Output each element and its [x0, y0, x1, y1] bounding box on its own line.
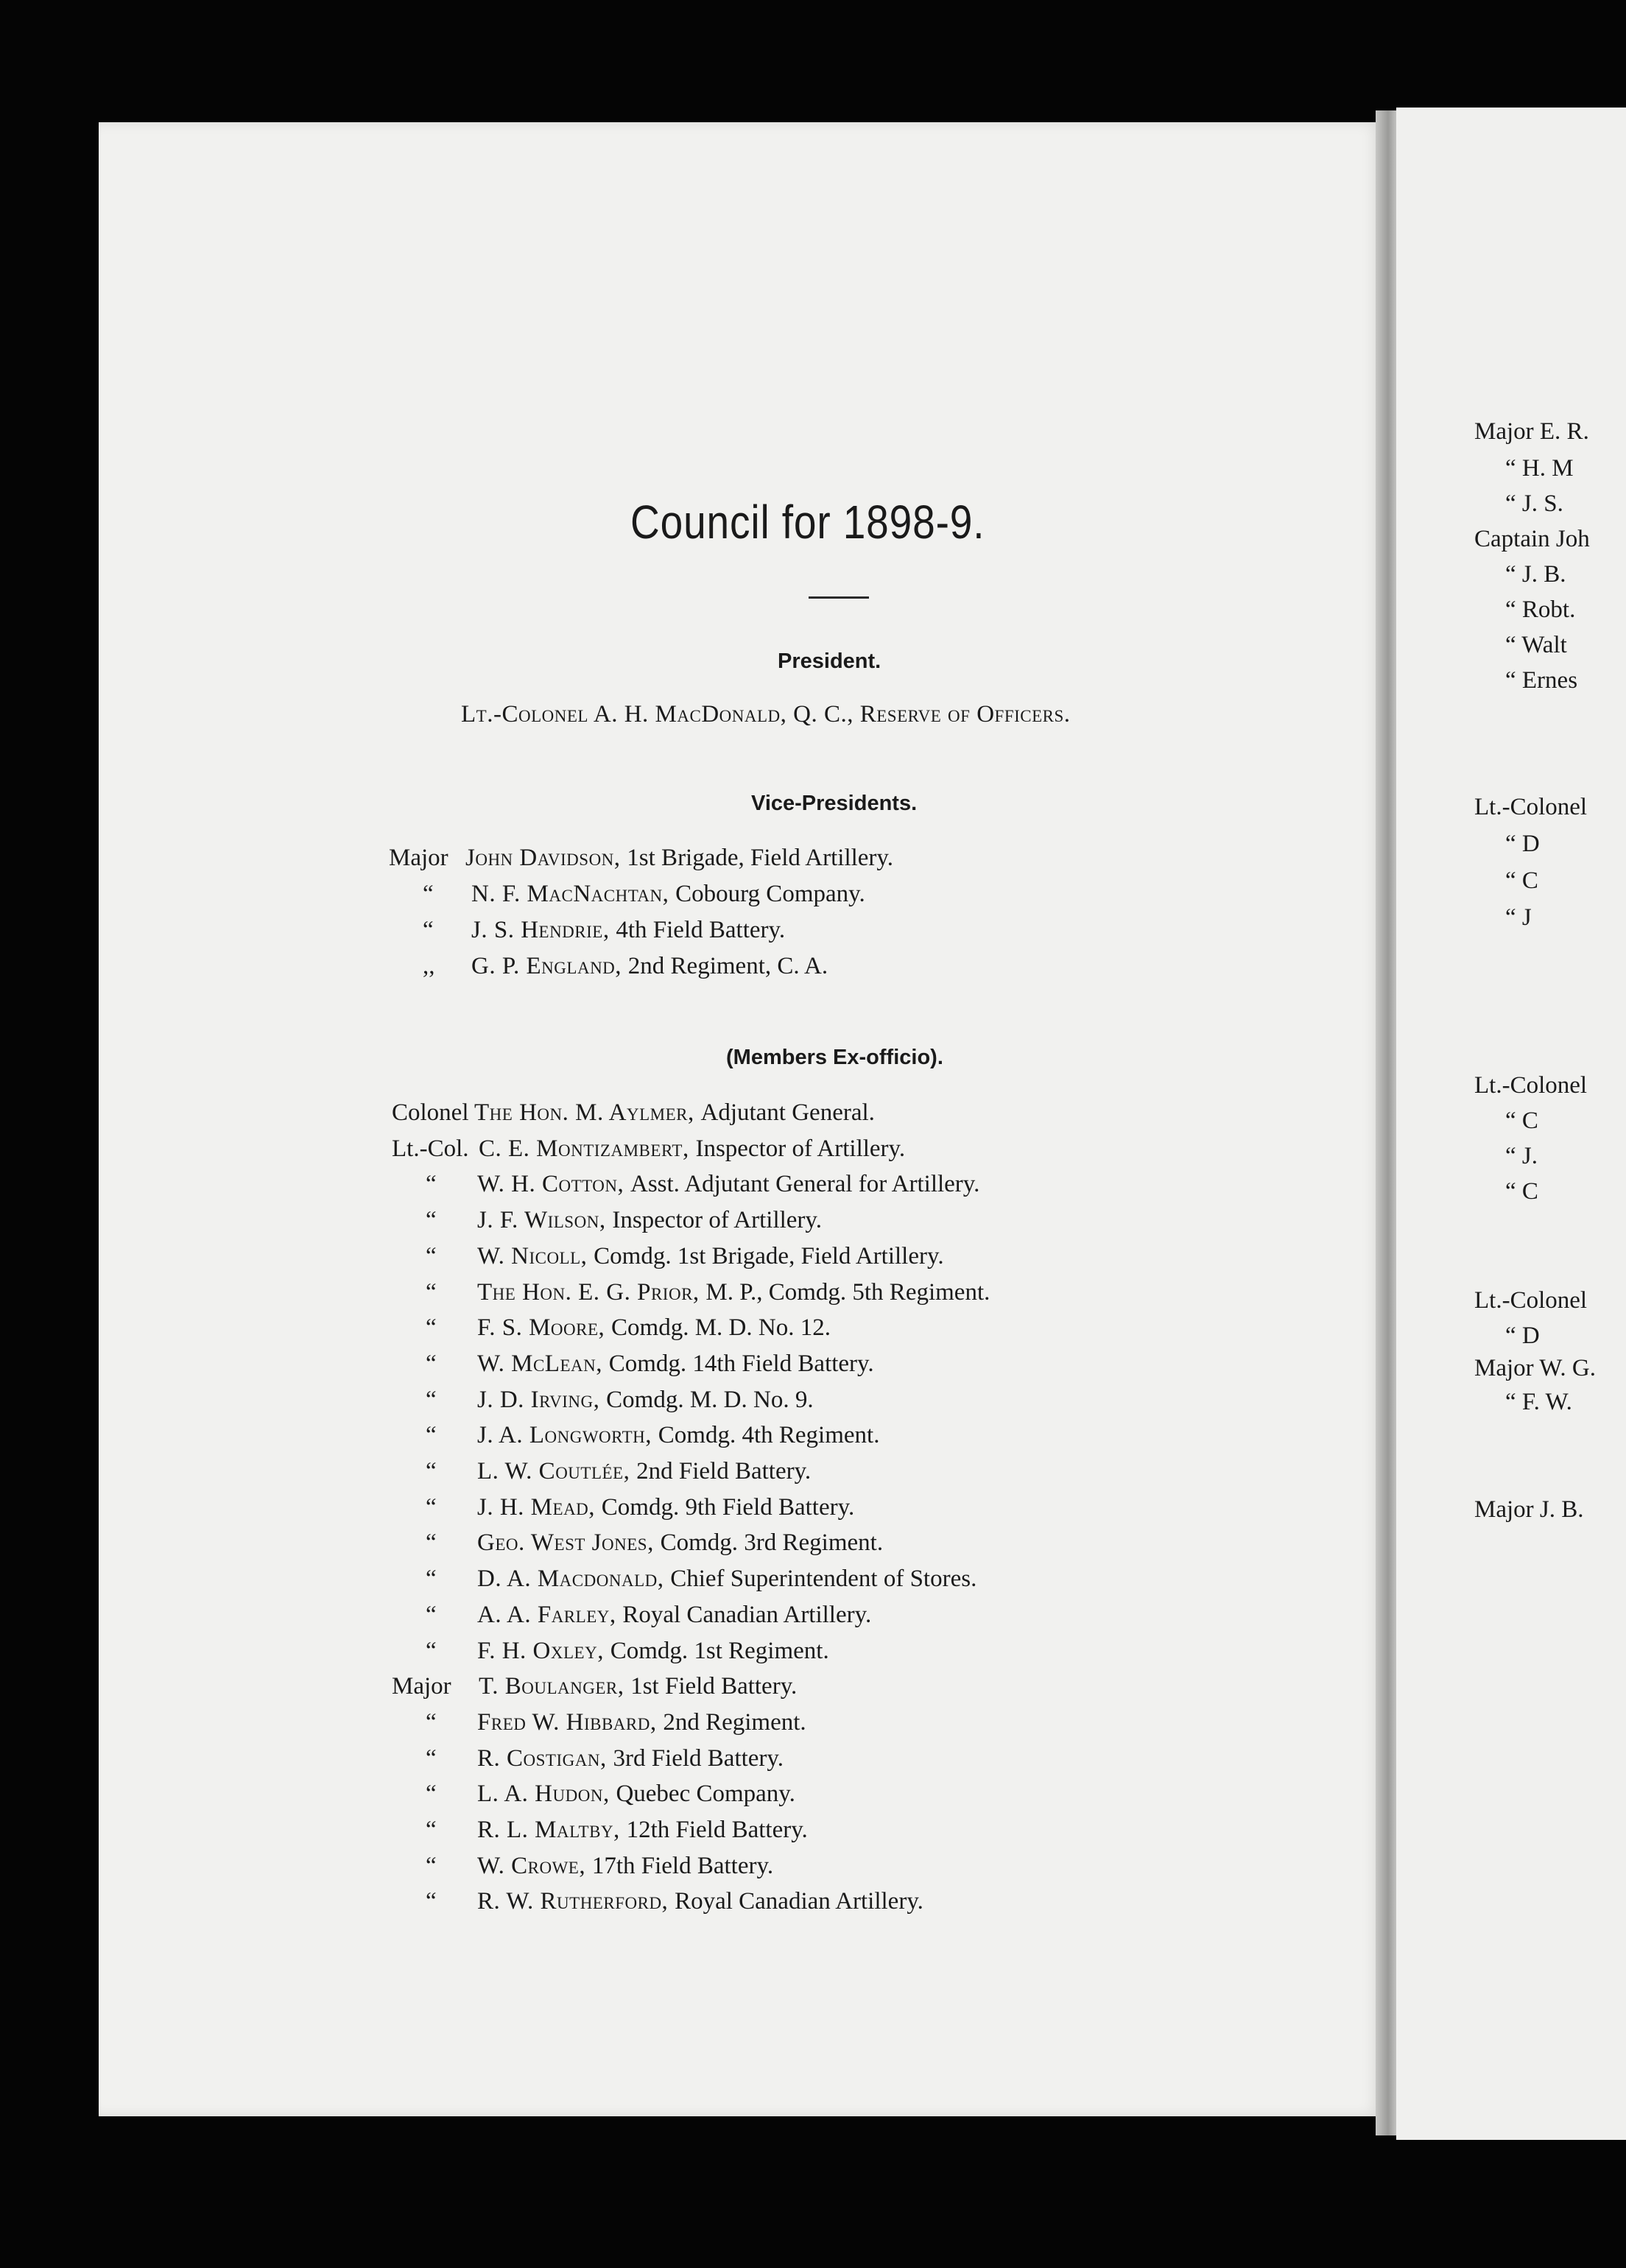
entry-name: N. F. MacNachtan, — [471, 881, 676, 907]
entry-text — [477, 1745, 784, 1772]
right-page-line: Major W. G. — [1474, 1355, 1596, 1381]
entry-detail: 4th Field Battery. — [616, 917, 786, 943]
right-page-line: “ D — [1505, 1323, 1540, 1349]
entry-name: W. Crowe, — [477, 1852, 592, 1879]
entry-text — [477, 1458, 811, 1485]
entry-rank: “ — [426, 1422, 437, 1449]
right-page-line: Lt.-Colonel — [1474, 794, 1588, 820]
entry-name: Geo. West Jones, — [477, 1529, 661, 1557]
entry-rank: “ — [423, 917, 434, 943]
right-page-line: “ Robt. — [1505, 596, 1576, 623]
entry-detail: Adjutant General. — [700, 1099, 875, 1126]
entry-name: R. W. Rutherford, — [477, 1888, 675, 1915]
entry-detail: M. P., Comdg. 5th Regiment. — [705, 1278, 990, 1306]
president-line: Lt.-Colonel A. H. MacDonald, Q. C., Reserve of Officers. — [461, 701, 1071, 728]
entry-text — [479, 1135, 905, 1163]
entry-rank: “ — [426, 1781, 437, 1808]
entry-detail: Inspector of Artillery. — [612, 1207, 823, 1234]
entry-rank: “ — [426, 1493, 437, 1521]
entry-text — [477, 1638, 829, 1665]
entry-text — [465, 845, 893, 872]
entry-rank: “ — [426, 1314, 437, 1342]
entry-text — [477, 1207, 822, 1234]
entry-rank: ,, — [423, 953, 435, 979]
entry-text — [477, 1243, 944, 1270]
entry-detail: Comdg. M. D. No. 9. — [606, 1386, 814, 1413]
entry-text — [477, 1529, 883, 1557]
entry-text — [477, 1279, 990, 1306]
president-heading: President. — [778, 649, 881, 673]
page-title: Council for 1898-9. — [630, 496, 985, 549]
entry-rank: Major — [389, 845, 448, 871]
entry-name: J. F. Wilson, — [477, 1207, 613, 1234]
entry-name: J. D. Irving, — [477, 1386, 607, 1413]
entry-text — [477, 1422, 879, 1449]
entry-detail: Comdg. 1st Brigade, Field Artillery. — [594, 1242, 944, 1269]
entry-detail: 1st Field Battery. — [630, 1673, 798, 1700]
right-page-line: “ C — [1505, 1107, 1538, 1134]
entry-text — [477, 1888, 923, 1915]
right-page-line: “ Walt — [1505, 632, 1567, 658]
entry-name: F. H. Oxley, — [477, 1637, 610, 1664]
entry-name: J. S. Hendrie, — [471, 917, 616, 943]
entry-detail: Asst. Adjutant General for Artillery. — [630, 1171, 980, 1198]
right-page-line: “ J — [1505, 904, 1532, 931]
entry-name: L. A. Hudon, — [477, 1781, 616, 1808]
right-page-line: “ D — [1505, 831, 1540, 857]
entry-rank: “ — [426, 1458, 437, 1485]
entry-name: W. Nicoll, — [477, 1242, 594, 1269]
entry-name: John Davidson, — [465, 845, 627, 871]
right-page-line: “ J. B. — [1505, 561, 1566, 588]
entry-rank: “ — [426, 1529, 437, 1557]
entry-detail: 12th Field Battery. — [626, 1817, 808, 1843]
entry-text — [477, 1350, 874, 1378]
right-page-line: Captain Joh — [1474, 526, 1590, 552]
entry-rank: “ — [426, 1744, 437, 1772]
entry-text — [479, 1673, 797, 1700]
entry-detail: Inspector of Artillery. — [695, 1135, 906, 1162]
entry-name: F. S. Moore, — [477, 1314, 612, 1342]
entry-detail: Royal Canadian Artillery. — [622, 1601, 872, 1628]
entry-detail: Comdg. M. D. No. 12. — [611, 1314, 831, 1342]
entry-detail: Comdg. 1st Regiment. — [610, 1637, 829, 1664]
entry-text — [477, 1171, 979, 1198]
entry-name: D. A. Macdonald, — [477, 1566, 671, 1593]
right-page-line: “ Ernes — [1505, 667, 1578, 694]
entry-text — [477, 1314, 831, 1342]
entry-name: R. Costigan, — [477, 1744, 613, 1772]
entry-name: C. E. Montizambert, — [479, 1135, 696, 1162]
entry-rank: “ — [426, 1386, 437, 1413]
entry-detail: 2nd Field Battery. — [636, 1458, 812, 1485]
entry-text — [477, 1494, 854, 1521]
entry-detail: Royal Canadian Artillery. — [675, 1888, 923, 1915]
right-page-line: “ H. M — [1505, 455, 1574, 482]
entry-name: T. Boulanger, — [479, 1673, 631, 1700]
entry-rank: “ — [426, 1242, 437, 1269]
entry-name: W. H. Cotton, — [477, 1171, 630, 1198]
entry-text — [477, 1566, 976, 1593]
entry-name: G. P. England, — [471, 953, 628, 979]
entry-rank: Major — [392, 1673, 451, 1700]
right-page-line: “ J. S. — [1505, 490, 1563, 517]
entry-detail: Comdg. 14th Field Battery. — [608, 1350, 874, 1377]
entry-detail: Comdg. 4th Regiment. — [658, 1422, 880, 1449]
title-rule — [809, 596, 869, 599]
entry-text — [471, 953, 828, 980]
entry-name: J. H. Mead, — [477, 1493, 602, 1521]
entry-text — [477, 1781, 795, 1808]
entry-name: L. W. Coutlée, — [477, 1458, 637, 1485]
entry-text — [471, 917, 785, 944]
entry-text — [477, 1853, 773, 1880]
right-page-line: Major E. R. — [1474, 418, 1589, 445]
entry-detail: Quebec Company. — [616, 1781, 795, 1808]
entry-rank: Colonel — [392, 1099, 469, 1126]
entry-rank: “ — [426, 1171, 437, 1198]
right-page-line: “ C — [1505, 1178, 1538, 1205]
entry-name: A. A. Farley, — [477, 1601, 623, 1628]
entry-text — [474, 1099, 875, 1127]
entry-rank: “ — [426, 1601, 437, 1628]
entry-detail: 2nd Regiment. — [663, 1708, 806, 1736]
entry-rank: “ — [426, 1278, 437, 1306]
right-page-line: “ F. W. — [1505, 1389, 1572, 1415]
entry-rank: “ — [426, 1888, 437, 1915]
entry-name: The Hon. M. Aylmer, — [474, 1099, 701, 1126]
entry-rank: “ — [426, 1207, 437, 1234]
right-page-line: “ C — [1505, 867, 1538, 894]
entry-rank: “ — [426, 1817, 437, 1843]
entry-detail: Cobourg Company. — [675, 881, 865, 907]
entry-text — [477, 1387, 814, 1414]
entry-text — [477, 1709, 806, 1736]
entry-rank: “ — [426, 1637, 437, 1664]
right-page-line: Lt.-Colonel — [1474, 1287, 1588, 1314]
entry-text — [477, 1817, 808, 1844]
entry-detail: Comdg. 3rd Regiment. — [660, 1529, 884, 1557]
entry-name: J. A. Longworth, — [477, 1422, 658, 1449]
right-page-line: Lt.-Colonel — [1474, 1072, 1588, 1099]
right-page-line: “ J. — [1505, 1143, 1538, 1169]
entry-detail: 2nd Regiment, C. A. — [627, 953, 828, 979]
entry-rank: Lt.-Col. — [392, 1135, 469, 1162]
entry-name: R. L. Maltby, — [477, 1817, 627, 1843]
entry-name: W. McLean, — [477, 1350, 609, 1377]
entry-name: Fred W. Hibbard, — [477, 1708, 664, 1736]
entry-detail: 3rd Field Battery. — [613, 1744, 784, 1772]
entry-detail: 17th Field Battery. — [591, 1852, 774, 1879]
entry-rank: “ — [423, 881, 434, 907]
vice-presidents-heading: Vice-Presidents. — [751, 792, 918, 815]
entry-text — [477, 1602, 871, 1629]
entry-detail: 1st Brigade, Field Artillery. — [627, 845, 894, 871]
entry-text — [471, 881, 865, 908]
entry-detail: Chief Superintendent of Stores. — [670, 1566, 977, 1593]
entry-detail: Comdg. 9th Field Battery. — [601, 1493, 855, 1521]
right-page-line: Major J. B. — [1474, 1496, 1584, 1523]
entry-rank: “ — [426, 1852, 437, 1879]
entry-rank: “ — [426, 1566, 437, 1593]
members-heading: (Members Ex-officio). — [726, 1046, 943, 1069]
entry-rank: “ — [426, 1708, 437, 1736]
entry-name: The Hon. E. G. Prior, — [477, 1278, 706, 1306]
entry-rank: “ — [426, 1350, 437, 1377]
